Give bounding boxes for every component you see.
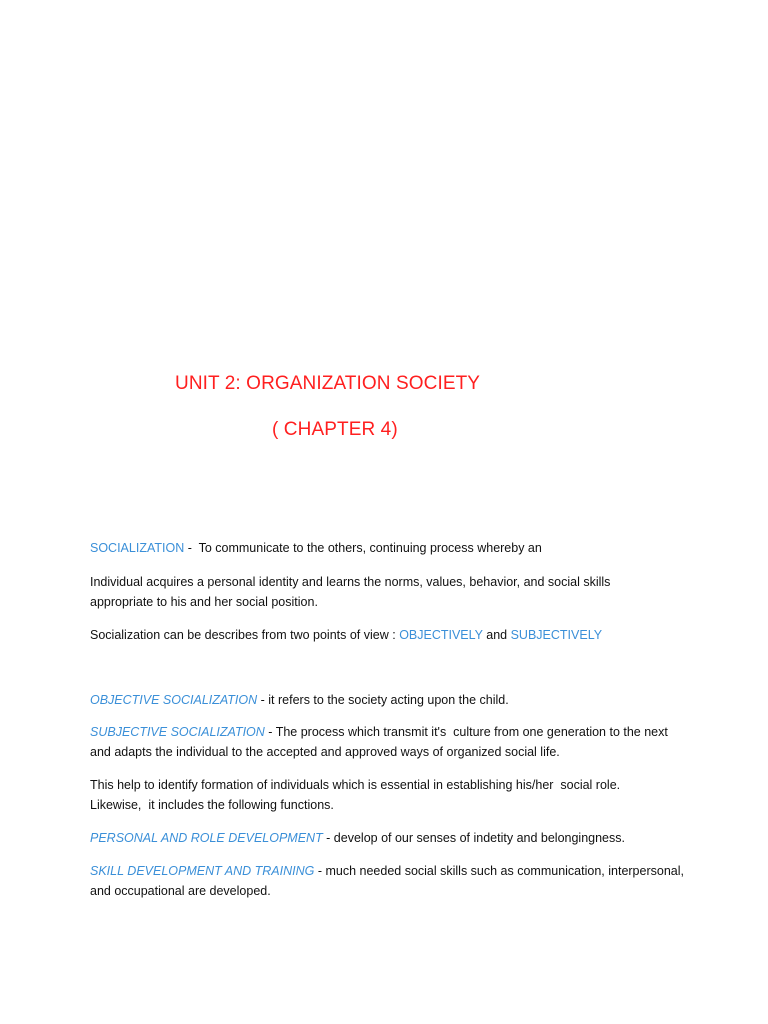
objective-text: - it refers to the society acting upon the child.: [257, 693, 509, 707]
term-subjectively: SUBJECTIVELY: [510, 628, 603, 642]
term-objective-socialization: OBJECTIVE SOCIALIZATION: [90, 693, 258, 707]
points-of-view-paragraph: [90, 625, 690, 645]
term-subjective-socialization: SUBJECTIVE SOCIALIZATION: [90, 725, 265, 739]
subjective-line-2: and adapts the individual to the accepted and approved ways of organized social life.: [90, 745, 560, 759]
chapter-title: ( CHAPTER 4): [272, 419, 398, 440]
socialization-paragraph: [90, 538, 690, 558]
individual-line-1: Individual acquires a personal identity and learns the norms, values, behavior, and social skills: [90, 575, 611, 589]
subjective-text: - The process which transmit it's culture from one generation to the next: [264, 725, 668, 739]
term-personal-role-development: PERSONAL AND ROLE DEVELOPMENT: [90, 831, 323, 845]
skill-paragraph: [90, 861, 690, 901]
formation-paragraph: [90, 775, 690, 815]
subjective-paragraph: [90, 722, 690, 762]
personal-paragraph: [90, 828, 690, 848]
skill-line-2: and occupational are developed.: [90, 884, 271, 898]
skill-text: - much needed social skills such as communication, interpersonal,: [314, 864, 684, 878]
term-separator: -: [184, 541, 199, 555]
points-and: and: [482, 628, 511, 642]
term-skill-development: SKILL DEVELOPMENT AND TRAINING: [90, 864, 315, 878]
points-prefix: Socialization can be describes from two points of view :: [90, 628, 400, 642]
formation-line-1: This help to identify formation of individuals which is essential in establishing his/her social role.: [90, 778, 621, 792]
unit-title: UNIT 2: ORGANIZATION SOCIETY: [175, 373, 481, 394]
term-socialization: SOCIALIZATION: [90, 541, 185, 555]
objective-paragraph: [90, 690, 690, 710]
personal-text: - develop of our senses of indetity and belongingness.: [322, 831, 625, 845]
formation-line-2: Likewise, it includes the following functions.: [90, 798, 334, 812]
individual-paragraph: [90, 572, 690, 612]
socialization-text: To communicate to the others, continuing process whereby an: [198, 541, 542, 555]
term-objectively: OBJECTIVELY: [399, 628, 483, 642]
individual-line-2: appropriate to his and her social position.: [90, 595, 318, 609]
